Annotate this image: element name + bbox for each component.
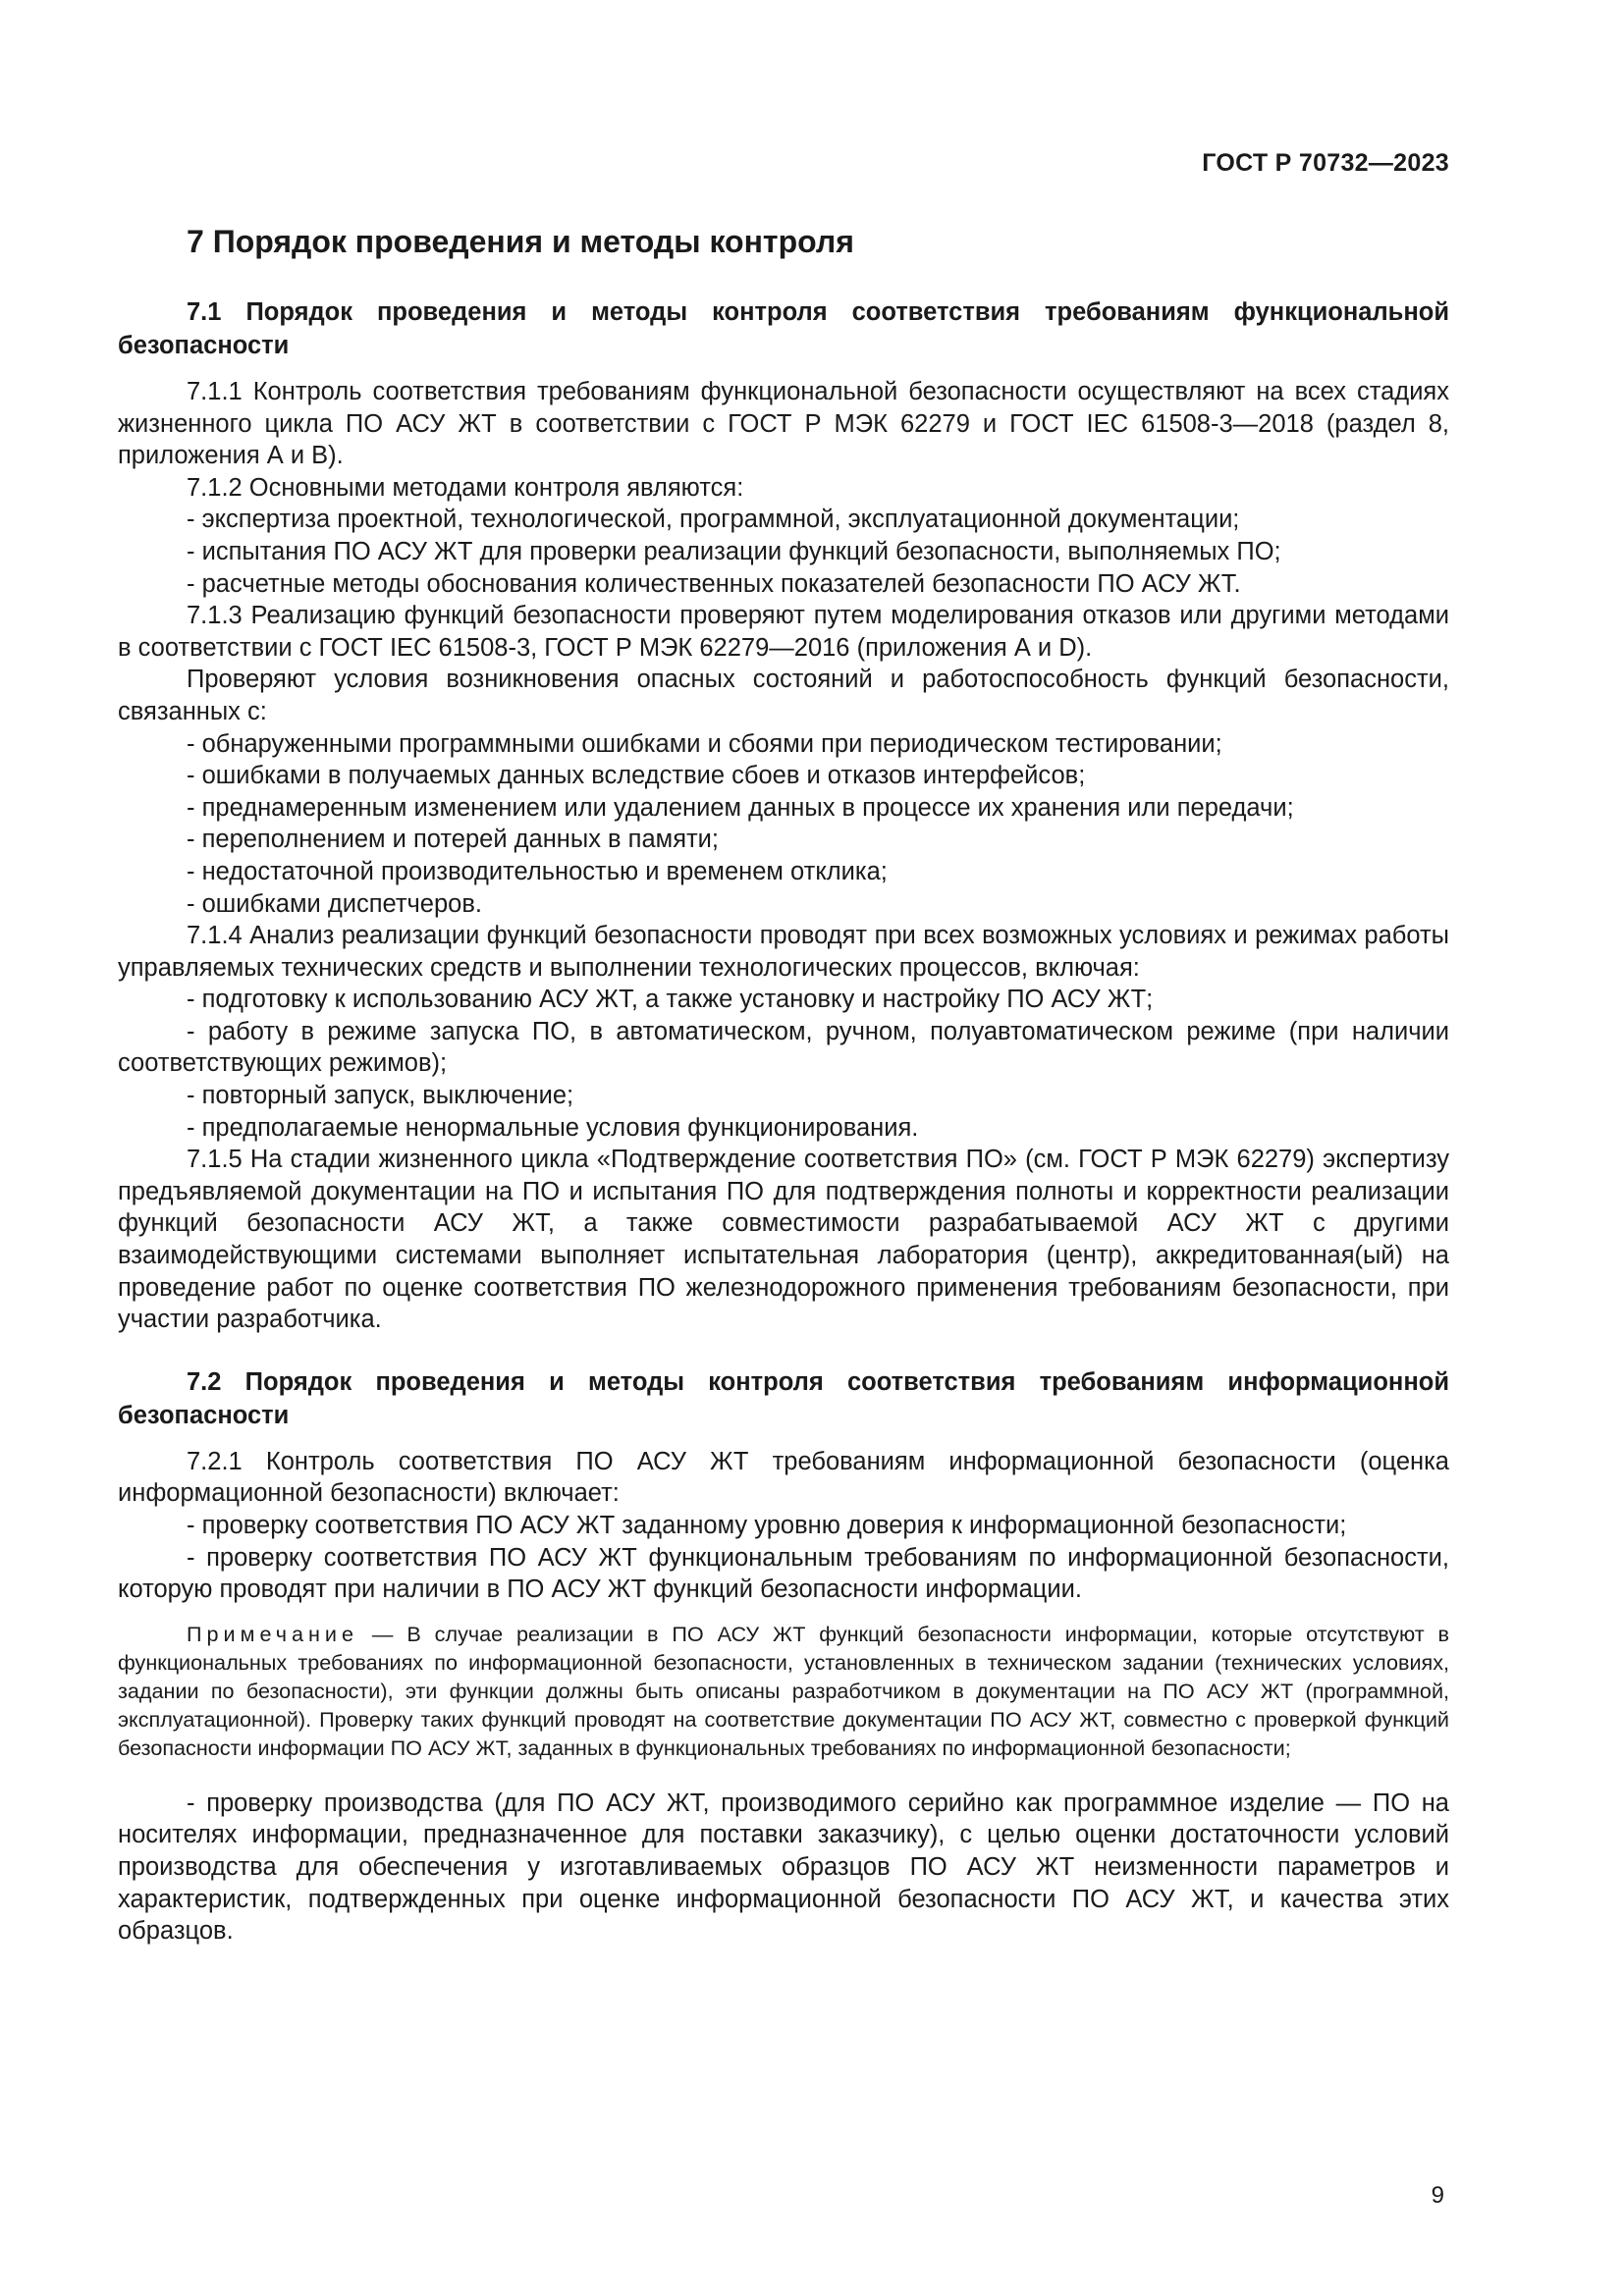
paragraph: Проверяют условия возникновения опасных состояний и работоспособность функций безопасности, связанных с: [118, 666, 1449, 725]
list-item: - экспертиза проектной, технологической, программной, эксплуатационной документации; [187, 506, 1240, 534]
note [118, 1620, 1449, 1762]
document-code-header: ГОСТ Р 70732—2023 [1202, 149, 1449, 177]
list-item: - преднамеренным изменением или удалением данных в процессе их хранения или передачи; [187, 793, 1294, 822]
paragraph: 7.1.5 На стадии жизненного цикла «Подтверждение соответствия ПО» (см. ГОСТ Р МЭК 62279) экспертизу предъявляемой документации на ПО и испытания ПО для подтверждения полноты и корректности реализации функций безопасности АСУ ЖТ, а также совместимости разрабатываемой АСУ ЖТ с другими взаимодействующими системами выполняет испытательная лаборатория (центр), аккредитованная(ый) на проведение работ по оценке соответствия ПО железнодорожного применения требованиям безопасности, при участии разработчика. [118, 1146, 1449, 1334]
list-item: - испытания ПО АСУ ЖТ для проверки реализации функций безопасности, выполняемых ПО; [187, 537, 1281, 565]
paragraph: 7.1.3 Реализацию функций безопасности проверяют путем моделирования отказов или другими методами в соответствии с ГОСТ IEC 61508-3, ГОСТ Р МЭК 62279—2016 (приложения А и D). [118, 602, 1449, 662]
subsection-body-7-1 [118, 376, 1449, 1336]
list-item: - работу в режиме запуска ПО, в автоматическом, ручном, полуавтоматическом режиме (при наличии соответствующих режимов); [118, 1017, 1449, 1078]
list-item: - переполнением и потерей данных в памяти; [187, 826, 720, 854]
page-number: 9 [1431, 2182, 1444, 2209]
list-item: - предполагаемые ненормальные условия функционирования. [187, 1113, 919, 1142]
list-item: - повторный запуск, выключение; [187, 1082, 574, 1110]
paragraph: 7.2.1 Контроль соответствия ПО АСУ ЖТ требованиям информационной безопасности (оценка информационной безопасности) включает: [118, 1447, 1449, 1508]
paragraph: 7.1.4 Анализ реализации функций безопасности проводят при всех возможных условиях и режимах работы управляемых технических средств и выполнении технологических процессов, включая: [118, 922, 1449, 982]
list-item: - обнаруженными программными ошибками и сбоями при периодическом тестировании; [187, 729, 1222, 758]
subsection-title-7-2: 7.2 Порядок проведения и методы контроля соответствия требованиям информационной безопасности [118, 1367, 1449, 1429]
subsection-body-7-2 [118, 1446, 1449, 1948]
list-item: - подготовку к использованию АСУ ЖТ, а также установку и настройку ПО АСУ ЖТ; [187, 986, 1154, 1014]
list-item: - проверку соответствия ПО АСУ ЖТ функциональным требованиям по информационной безопасности, которую проводят при наличии в ПО АСУ ЖТ функций безопасности информации. [118, 1543, 1449, 1604]
list-item: - расчетные методы обоснования количественных показателей безопасности ПО АСУ ЖТ. [187, 569, 1241, 598]
paragraph: 7.1.1 Контроль соответствия требованиям функциональной безопасности осуществляют на всех стадиях жизненного цикла ПО АСУ ЖТ в соответствии с ГОСТ Р МЭК 62279 и ГОСТ IEC 61508-3—2018 (раздел 8, приложения А и В). [118, 378, 1449, 470]
note-text: — В случае реализации в ПО АСУ ЖТ функций безопасности информации, которые отсутствуют в функциональных требованиях по информационной безопасности, установленных в техническом задании (технических условиях, задании по безопасности), эти функции должны быть описаны разработчиком в документации на ПО АСУ ЖТ (программной, эксплуатационной). Проверку таких функций проводят на соответствие документации ПО АСУ ЖТ, совместно с проверкой функций безопасности информации ПО АСУ ЖТ, заданных в функциональных требованиях по информационной безопасности; [118, 1621, 1449, 1760]
page-content [118, 224, 1449, 1948]
subsection-title-7-1: 7.1 Порядок проведения и методы контроля соответствия требованиям функциональной безопасности [118, 298, 1449, 359]
section-title: 7 Порядок проведения и методы контроля [187, 224, 854, 259]
list-item: - ошибками в получаемых данных вследствие сбоев и отказов интерфейсов; [187, 762, 1086, 790]
note-label: Примечание [187, 1621, 358, 1646]
list-item: - проверку соответствия ПО АСУ ЖТ заданному уровню доверия к информационной безопасности; [187, 1512, 1347, 1539]
paragraph: 7.1.2 Основными методами контроля являются: [187, 473, 744, 502]
list-item: - проверку производства (для ПО АСУ ЖТ, производимого серийно как программное изделие — ПО на носителях информации, предназначенное для поставки заказчику), с целью оценки достаточности условий производства для обеспечения у изготавливаемых образцов ПО АСУ ЖТ неизменности параметров и характеристик, подтвержденных при оценке информационной безопасности ПО АСУ ЖТ, и качества этих образцов. [118, 1789, 1449, 1946]
list-item: - ошибками диспетчеров. [187, 889, 482, 918]
list-item: - недостаточной производительностью и временем отклика; [187, 857, 888, 885]
